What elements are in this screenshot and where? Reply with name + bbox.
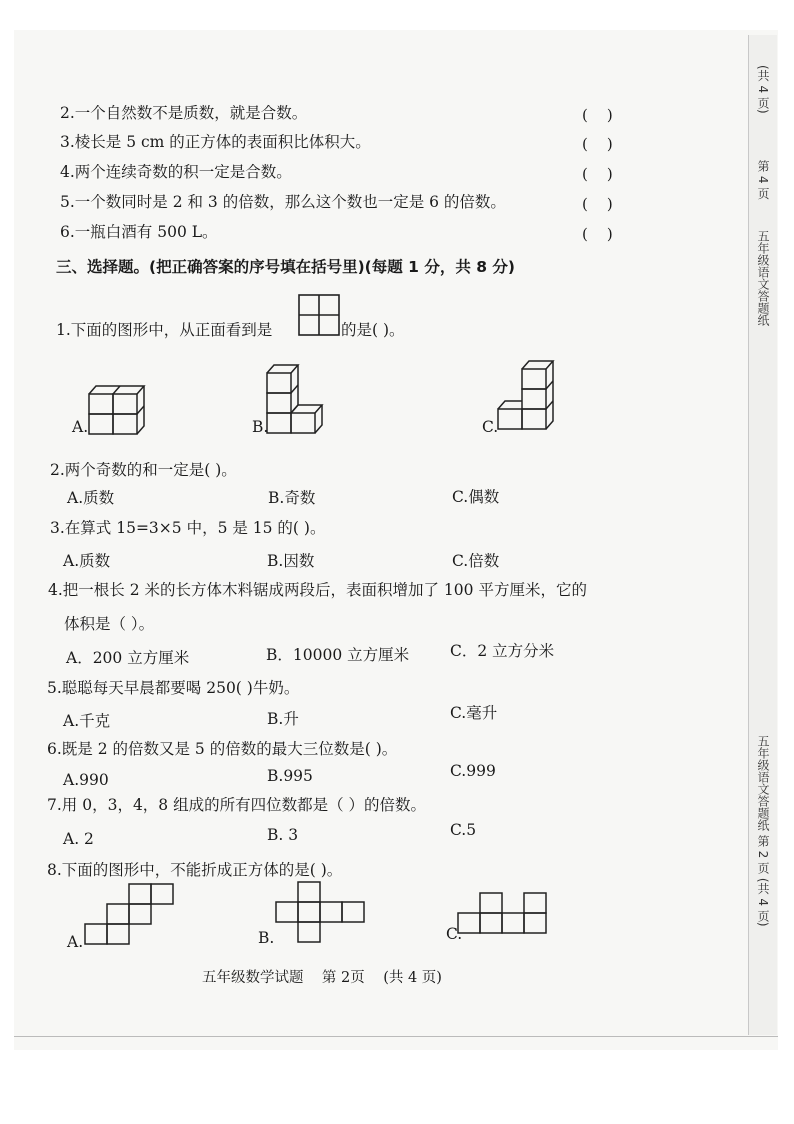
q8-option-a[interactable]: A. [67,933,84,951]
judge-answer-2[interactable]: ( ) [582,106,613,124]
section-title-choice: 三、选择题。(把正确答案的序号填在括号里)(每题 1 分，共 8 分) [56,258,515,276]
judge-item-4: 4.两个连续奇数的积一定是合数。 [60,163,292,181]
q2-option-b[interactable]: B.奇数 [268,489,316,507]
q5-option-a[interactable]: A.千克 [63,712,111,730]
q7-text: 7.用 0，3，4，8 组成的所有四位数都是（ ）的倍数。 [47,796,427,814]
side-text-mid: 第 4 页 [756,160,770,200]
adjacent-page-edge [748,35,777,1035]
q1-text-pre: 1.下面的图形中，从正面看到是 [56,321,273,339]
judge-item-5: 5.一个数同时是 2 和 3 的倍数，那么这个数也一定是 6 的倍数。 [60,193,506,211]
q8-net-c [458,893,548,937]
q7-option-a[interactable]: A. 2 [63,830,94,848]
q1-figure-c [497,357,553,435]
judge-answer-4[interactable]: ( ) [582,165,613,183]
bottom-page-edge [14,1036,778,1051]
q4-option-c[interactable]: C．2 立方分米 [450,642,555,660]
q3-option-c[interactable]: C.倍数 [452,552,500,570]
q6-option-a[interactable]: A.990 [63,771,109,789]
q1-figure-b [266,361,322,435]
judge-answer-5[interactable]: ( ) [582,195,613,213]
q1-option-a[interactable]: A. [72,418,89,436]
page-footer: 五年级数学试题 第 2页 (共 4 页) [202,970,442,986]
q4-option-a[interactable]: A．200 立方厘米 [66,649,190,667]
q3-text: 3.在算式 15=3×5 中，5 是 15 的( )。 [50,519,326,537]
q6-text: 6.既是 2 的倍数又是 5 的倍数的最大三位数是( )。 [47,740,398,758]
q6-option-b[interactable]: B.995 [267,767,313,785]
q1-front-view-figure [298,294,340,336]
q3-option-b[interactable]: B.因数 [267,552,315,570]
q2-option-a[interactable]: A.质数 [67,489,115,507]
q8-net-a [85,884,175,946]
q8-option-c[interactable]: C. [446,925,463,943]
q5-option-b[interactable]: B.升 [267,710,299,728]
side-text-top: (共 4 页) [756,65,770,114]
side-text-bottom: 五年级语文答题纸 第 2 页 (共 4 页) [756,735,770,927]
q4-option-b[interactable]: B．10000 立方厘米 [266,646,410,664]
q8-net-b [276,882,366,944]
q3-option-a[interactable]: A.质数 [63,552,111,570]
q1-figure-a [88,382,144,436]
q5-option-c[interactable]: C.毫升 [450,704,498,722]
q1-option-c[interactable]: C. [482,418,499,436]
judge-item-2: 2.一个自然数不是质数，就是合数。 [60,104,308,122]
q4-text: 4.把一根长 2 米的长方体木料锯成两段后，表面积增加了 100 平方厘米，它的 [48,581,587,599]
q8-option-b[interactable]: B. [258,929,275,947]
q4-text-line2: 体积是（ ）。 [64,615,155,633]
q5-text: 5.聪聪每天早晨都要喝 250( )牛奶。 [47,679,300,697]
side-text-mid2: 五年级语文答题纸 [756,230,770,326]
q6-option-c[interactable]: C.999 [450,762,496,780]
q8-text: 8.下面的图形中，不能折成正方体的是( )。 [47,861,343,879]
q2-text: 2.两个奇数的和一定是( )。 [50,461,237,479]
q2-option-c[interactable]: C.偶数 [452,488,500,506]
judge-answer-6[interactable]: ( ) [582,225,613,243]
q7-option-c[interactable]: C.5 [450,821,477,839]
judge-item-6: 6.一瓶白酒有 500 L。 [60,223,218,241]
q1-option-b[interactable]: B. [252,418,269,436]
q1-text-post: 的是( )。 [341,321,405,339]
judge-answer-3[interactable]: ( ) [582,135,613,153]
q7-option-b[interactable]: B. 3 [267,826,299,844]
judge-item-3: 3.棱长是 5 cm 的正方体的表面积比体积大。 [60,133,371,151]
